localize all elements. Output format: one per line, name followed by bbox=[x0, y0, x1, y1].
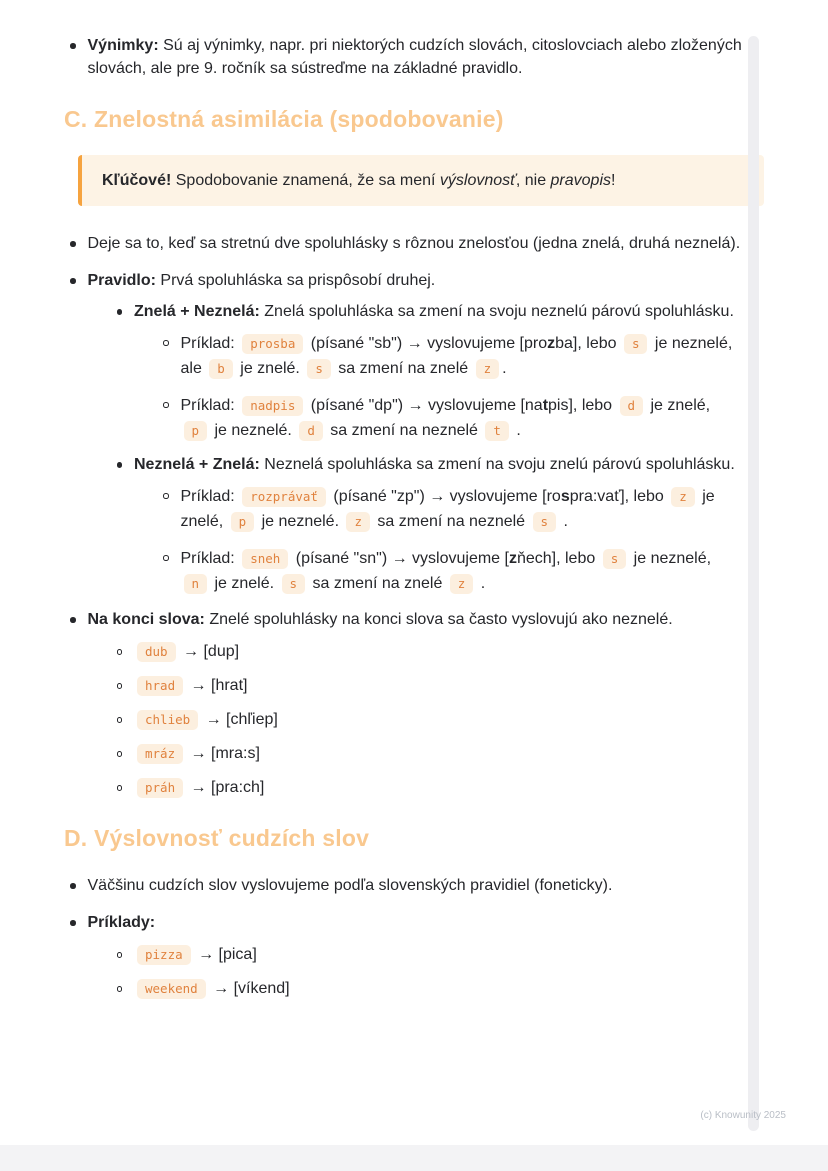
list-item-text bbox=[88, 874, 743, 897]
callout-text bbox=[102, 169, 744, 192]
text-run: pravopis bbox=[550, 172, 612, 189]
bullet-icon bbox=[163, 340, 169, 346]
text-run: výslovnosť bbox=[439, 172, 516, 189]
text-run: Príklady: bbox=[87, 914, 156, 931]
text-run: pis], lebo bbox=[548, 397, 617, 414]
code-chip: b bbox=[209, 359, 233, 379]
code-chip: d bbox=[299, 421, 323, 441]
list-item-text bbox=[134, 300, 742, 323]
bullet-icon bbox=[163, 555, 169, 561]
text-run: Na konci slova: bbox=[87, 611, 205, 628]
list-item-text bbox=[88, 269, 743, 292]
bullet-icon bbox=[117, 785, 123, 791]
code-chip: z bbox=[346, 512, 370, 532]
bullet-icon bbox=[70, 617, 76, 623]
code-chip: weekend bbox=[137, 979, 206, 999]
sublist bbox=[111, 943, 743, 1000]
list-item-weekend bbox=[111, 977, 743, 1000]
text-run: Znelá spoluhláska sa zmení na svoju neznelú párovú spoluhlásku. bbox=[259, 303, 734, 320]
text-run: . bbox=[502, 360, 507, 377]
code-chip: prosba bbox=[242, 334, 303, 354]
text-run: Príklad: bbox=[180, 550, 240, 567]
text-run: t bbox=[542, 397, 549, 414]
code-chip: nadpis bbox=[242, 396, 303, 416]
list-item-text bbox=[134, 453, 742, 476]
code-chip: práh bbox=[137, 778, 183, 798]
text-run: → [víkend] bbox=[208, 980, 290, 997]
list-item-text bbox=[134, 742, 742, 765]
text-run: Neznelá spoluhláska sa zmení na svoju znelú párovú spoluhlásku. bbox=[259, 456, 735, 473]
text-run: Príklad: bbox=[180, 335, 240, 352]
text-run: je znelé, bbox=[646, 397, 711, 414]
code-chip: s bbox=[282, 574, 306, 594]
watermark: (c) Knowunity 2025 bbox=[700, 1110, 786, 1121]
list-item-text bbox=[134, 708, 742, 731]
list-item-deje bbox=[64, 232, 742, 255]
bullet-icon bbox=[117, 683, 123, 689]
code-chip: s bbox=[603, 549, 627, 569]
list-item-prah bbox=[111, 776, 743, 799]
list-item-text bbox=[134, 640, 742, 663]
text-run: sa zmení na znelé bbox=[308, 575, 447, 592]
text-run: je neznelé, bbox=[629, 550, 712, 567]
code-chip: d bbox=[620, 396, 644, 416]
code-chip: p bbox=[184, 421, 208, 441]
code-chip: s bbox=[624, 334, 648, 354]
text-run: sa zmení na neznelé bbox=[372, 513, 530, 530]
text-run: je neznelé. bbox=[257, 513, 344, 530]
text-run: (písané "sb") → vyslovujeme [pro bbox=[306, 335, 548, 352]
code-chip: s bbox=[533, 512, 557, 532]
list-item-text bbox=[181, 331, 743, 381]
text-run: (písané "sn") → vyslovujeme [ bbox=[291, 550, 509, 567]
text-run: ba], lebo bbox=[555, 335, 621, 352]
text-run: (písané "zp") → vyslovujeme [ro bbox=[328, 488, 561, 505]
text-run: Deje sa to, keď sa stretnú dve spoluhlásky s rôznou znelosťou (jedna znelá, druhá neznelá). bbox=[87, 235, 741, 252]
section-heading-d: D. Výslovnosť cudzích slov bbox=[64, 825, 370, 851]
page-break-gap bbox=[0, 1145, 828, 1171]
bullet-icon bbox=[70, 43, 76, 49]
text-run: Pravidlo: bbox=[87, 272, 156, 289]
list-item-vacsinu bbox=[64, 874, 742, 897]
text-run: je znelé, bbox=[180, 488, 715, 530]
text-run: je neznelé, ale bbox=[180, 335, 733, 377]
text-run: Sú aj výnimky, napr. pri niektorých cudzích slovách, citoslovciach alebo zložených slovách, ale pre 9. ročník sa sústreďme na základné pravidlo. bbox=[87, 37, 742, 77]
text-run: je neznelé. bbox=[210, 422, 297, 439]
bullet-icon bbox=[117, 952, 123, 958]
page-content bbox=[64, 34, 742, 1000]
text-run: Kľúčové! bbox=[102, 172, 172, 189]
list-item-text bbox=[181, 546, 743, 596]
code-chip: z bbox=[450, 574, 474, 594]
list-item-text bbox=[181, 393, 743, 443]
list-item-text bbox=[134, 776, 742, 799]
text-run: sa zmení na neznelé bbox=[325, 422, 483, 439]
bullet-icon bbox=[117, 751, 123, 757]
bullet-icon bbox=[117, 309, 123, 315]
text-run: Príklad: bbox=[180, 397, 240, 414]
text-run: je znelé. bbox=[235, 360, 305, 377]
list-item-example-sneh bbox=[157, 546, 742, 596]
code-chip: hrad bbox=[137, 676, 183, 696]
text-run: Znelá + Neznelá: bbox=[134, 303, 260, 320]
code-chip: mráz bbox=[137, 744, 183, 764]
code-chip: rozprávať bbox=[242, 487, 326, 507]
bullet-icon bbox=[117, 462, 123, 468]
section-heading-c: C. Znelostná asimilácia (spodobovanie) bbox=[64, 106, 504, 132]
bullet-icon bbox=[70, 883, 76, 889]
code-chip: s bbox=[307, 359, 331, 379]
text-run: Výnimky: bbox=[87, 37, 159, 54]
text-run: ňech], lebo bbox=[516, 550, 600, 567]
scrollbar-thumb[interactable] bbox=[748, 36, 759, 1131]
list-item-text bbox=[88, 608, 743, 631]
text-run: → [chľiep] bbox=[201, 711, 278, 728]
code-chip: pizza bbox=[137, 945, 191, 965]
text-run: → [hrat] bbox=[186, 677, 248, 694]
text-run: s bbox=[560, 488, 570, 505]
sublist bbox=[111, 300, 743, 596]
sublist bbox=[157, 331, 742, 443]
list-item-znela-neznela bbox=[111, 300, 743, 443]
text-run: sa zmení na znelé bbox=[333, 360, 473, 377]
code-chip: sneh bbox=[242, 549, 288, 569]
text-run: Väčšinu cudzích slov vyslovujeme podľa slovenských pravidiel (foneticky). bbox=[87, 877, 613, 894]
text-run: Znelé spoluhlásky na konci slova sa často vyslovujú ako neznelé. bbox=[204, 611, 673, 628]
bullet-icon bbox=[163, 402, 169, 408]
code-chip: dub bbox=[137, 642, 176, 662]
text-run: → [pica] bbox=[193, 946, 257, 963]
list-item-text bbox=[134, 977, 742, 1000]
text-run: pra:vať], lebo bbox=[569, 488, 669, 505]
code-chip: chlieb bbox=[137, 710, 198, 730]
code-chip: t bbox=[485, 421, 509, 441]
list-item-text bbox=[88, 911, 743, 934]
text-run: → [dup] bbox=[178, 643, 240, 660]
list-item-mraz bbox=[111, 742, 743, 765]
list-item-pravidlo bbox=[64, 269, 742, 596]
bullet-icon bbox=[70, 241, 76, 247]
text-run: z bbox=[508, 550, 517, 567]
bullet-icon bbox=[70, 278, 76, 284]
list-item-hrad bbox=[111, 674, 743, 697]
text-run: Príklad: bbox=[180, 488, 240, 505]
text-run: Prvá spoluhláska sa prispôsobí druhej. bbox=[155, 272, 436, 289]
list-item-example-rozpravat bbox=[157, 484, 742, 534]
text-run: Neznelá + Znelá: bbox=[134, 456, 260, 473]
list-item-text bbox=[88, 34, 743, 80]
list-item-text bbox=[134, 674, 742, 697]
text-run: → [mra:s] bbox=[186, 745, 260, 762]
bullet-icon bbox=[117, 986, 123, 992]
sublist bbox=[157, 484, 742, 596]
bullet-icon bbox=[70, 920, 76, 926]
list-item-text bbox=[181, 484, 743, 534]
list-item-pizza bbox=[111, 943, 743, 966]
list-item-exceptions bbox=[64, 34, 742, 80]
text-run: , nie bbox=[515, 172, 551, 189]
bullet-icon bbox=[163, 493, 169, 499]
text-run: Spodobovanie znamená, že sa mení bbox=[171, 172, 440, 189]
list-item-neznela-znela bbox=[111, 453, 743, 596]
bullet-icon bbox=[117, 649, 123, 655]
list-item-example-nadpis bbox=[157, 393, 742, 443]
list-item-na-konci bbox=[64, 608, 742, 799]
text-run: . bbox=[476, 575, 486, 592]
text-run: . bbox=[559, 513, 568, 530]
list-item-example-prosba bbox=[157, 331, 742, 381]
bullet-icon bbox=[117, 717, 123, 723]
code-chip: p bbox=[231, 512, 255, 532]
list-item-priklady bbox=[64, 911, 742, 1000]
code-chip: z bbox=[476, 359, 500, 379]
text-run: → [pra:ch] bbox=[186, 779, 265, 796]
text-run: . bbox=[511, 422, 521, 439]
list-item-text bbox=[88, 232, 743, 255]
code-chip: n bbox=[184, 574, 208, 594]
code-chip: z bbox=[671, 487, 695, 507]
text-run: ! bbox=[611, 172, 616, 189]
list-item-chlieb bbox=[111, 708, 743, 731]
text-run: z bbox=[547, 335, 556, 352]
text-run: je znelé. bbox=[210, 575, 279, 592]
list-item-text bbox=[134, 943, 742, 966]
callout-box bbox=[78, 155, 764, 206]
text-run: (písané "dp") → vyslovujeme [na bbox=[306, 397, 543, 414]
list-item-dub bbox=[111, 640, 743, 663]
sublist bbox=[111, 640, 743, 799]
